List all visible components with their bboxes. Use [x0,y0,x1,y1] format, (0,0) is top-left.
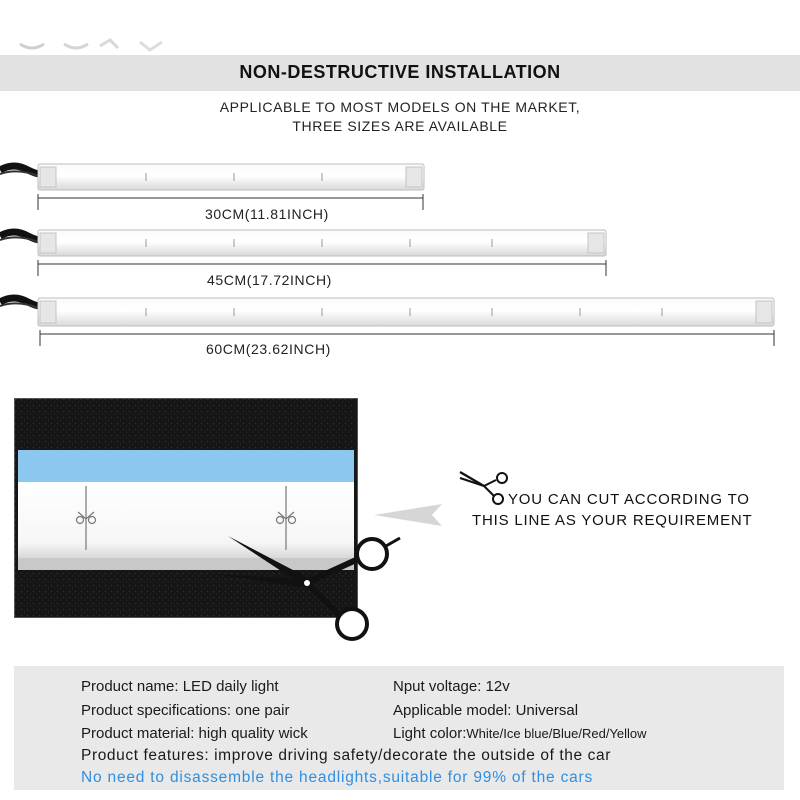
spec-product-material: Product material: high quality wick [81,725,308,742]
cut-instruction [472,489,792,531]
led-strip-30cm [0,164,424,210]
scissors-icon [200,528,410,644]
led-strip-60cm [0,298,774,346]
size-label-60cm: 60CM(23.62INCH) [206,341,331,357]
cut-instruction-line-2: THIS LINE AS YOUR REQUIREMENT [472,512,753,529]
spec-product-name: Product name: LED daily light [81,678,279,695]
led-strip-sizes [0,140,800,380]
size-label-30cm: 30CM(11.81INCH) [205,206,329,222]
spec-light-color-label: Light color: [393,725,467,742]
spec-input-voltage: Nput voltage: 12v [393,678,510,695]
subtitle-line-1: APPLICABLE TO MOST MODELS ON THE MARKET, [219,99,581,115]
spec-light-color [393,725,647,742]
spec-applicable-model: Applicable model: Universal [393,702,579,719]
pointer-arrow-icon [372,502,452,528]
spec-light-color-value: White/Ice blue/Blue/Red/Yellow [466,726,647,741]
spec-product-features: Product features: improve driving safety/decorate the outside of the car [81,747,611,764]
cut-instruction-line-1: YOU CAN CUT ACCORDING TO [508,491,750,508]
page-title: NON-DESTRUCTIVE INSTALLATION [239,62,561,82]
top-cropped-artwork [0,0,800,55]
spec-product-specifications: Product specifications: one pair [81,702,290,719]
led-strip-45cm [0,230,606,276]
subtitle-line-2: THREE SIZES ARE AVAILABLE [292,118,508,134]
highlight-note: No need to disassemble the headlights,suitable for 99% of the cars [81,769,594,786]
size-label-45cm: 45CM(17.72INCH) [207,272,332,288]
